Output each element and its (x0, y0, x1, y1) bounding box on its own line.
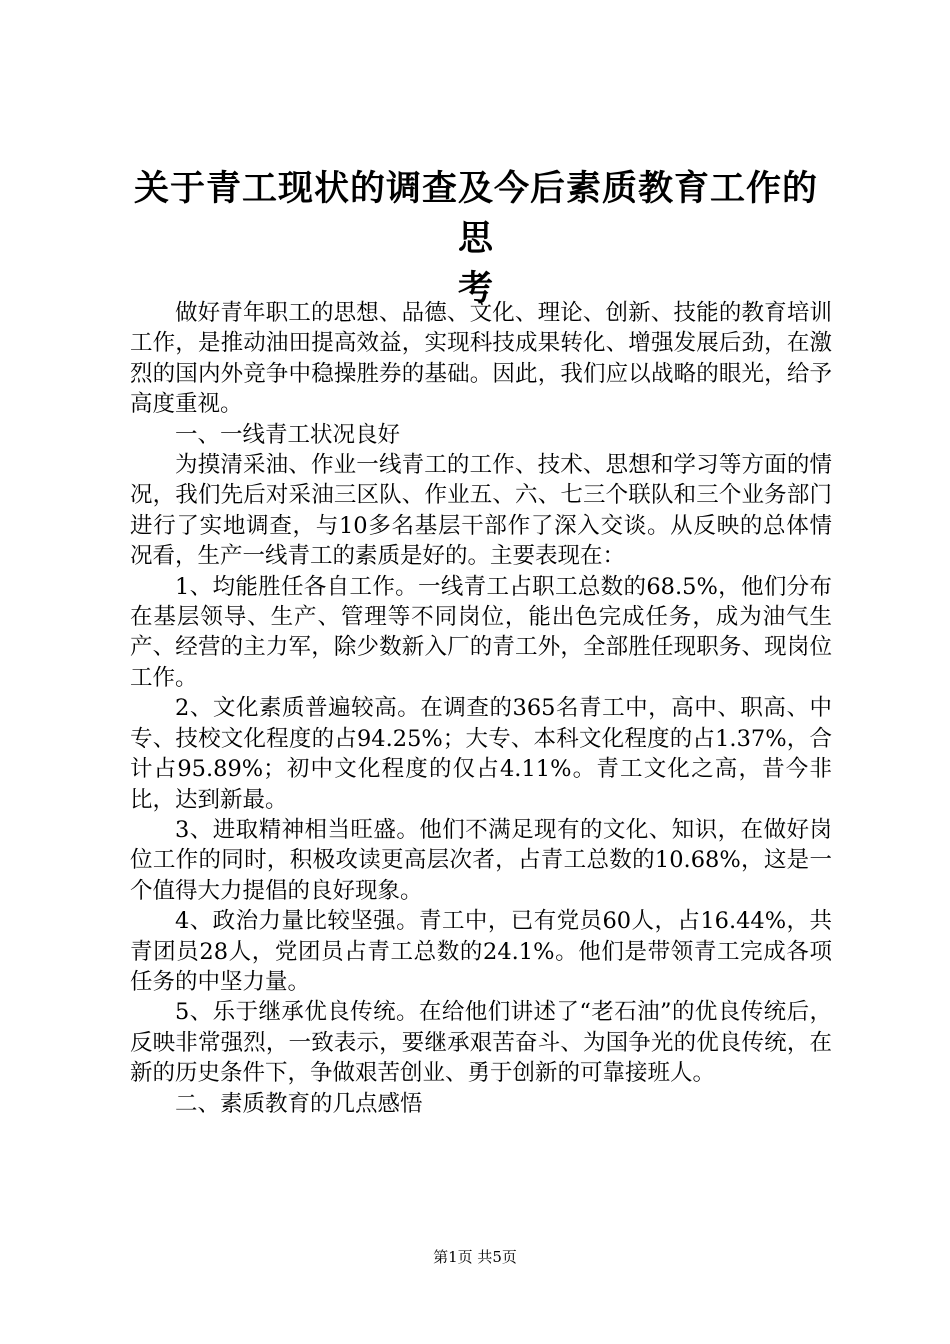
section-heading-1: 一、一线青工状况良好 (175, 421, 401, 448)
point-3-paragraph: 3、进取精神相当旺盛。他们不满足现有的文化、知识，在做好岗位工作的同时，积极攻读更高层次者，占青工总数的10.68%，这是一个值得大力提倡的良好现象。 (130, 816, 832, 904)
point-2-paragraph: 2、文化素质普遍较高。在调查的365名青工中，高中、职高、中专、技校文化程度的占94.25%；大专、本科文化程度的占1.37%，合计占95.89%；初中文化程度的仅占4.11%。青工文化之高，昔今非比，达到新最。 (130, 695, 832, 813)
section-heading-2: 二、素质教育的几点感悟 (175, 1090, 423, 1117)
page-footer: 第1页 共5页 (433, 1248, 517, 1266)
survey-paragraph: 为摸清采油、作业一线青工的工作、技术、思想和学习等方面的情况，我们先后对采油三区队、作业五、六、七三个联队和三个业务部门进行了实地调查，与10多名基层干部作了深入交谈。从反映的总体情况看，生产一线青工的素质是好的。主要表现在： (130, 452, 832, 570)
point-5-paragraph: 5、乐于继承优良传统。在给他们讲述了“老石油”的优良传统后，反映非常强烈，一致表示，要继承艰苦奋斗、为国争光的优良传统，在新的历史条件下，争做艰苦创业、勇于创新的可靠接班人。 (130, 999, 832, 1087)
title-line-1: 关于青工现状的调查及今后素质教育工作的思 (133, 169, 818, 259)
intro-paragraph: 做好青年职工的思想、品德、文化、理论、创新、技能的教育培训工作，是推动油田提高效益，实现科技成果转化、增强发展后劲，在激烈的国内外竞争中稳操胜券的基础。因此，我们应以战略的眼光，给予高度重视。 (130, 300, 832, 418)
title-line-2: 考 (457, 269, 494, 309)
point-1-paragraph: 1、均能胜任各自工作。一线青工占职工总数的68.5%，他们分布在基层领导、生产、管理等不同岗位，能出色完成任务，成为油气生产、经营的主力军，除少数新入厂的青工外，全部胜任现职务、现岗位工作。 (130, 573, 832, 691)
document-title (120, 164, 832, 314)
document-body (130, 298, 832, 1119)
point-4-paragraph: 4、政治力量比较坚强。青工中，已有党员60人，占16.44%，共青团员28人，党团员占青工总数的24.1%。他们是带领青工完成各项任务的中坚力量。 (130, 908, 832, 995)
